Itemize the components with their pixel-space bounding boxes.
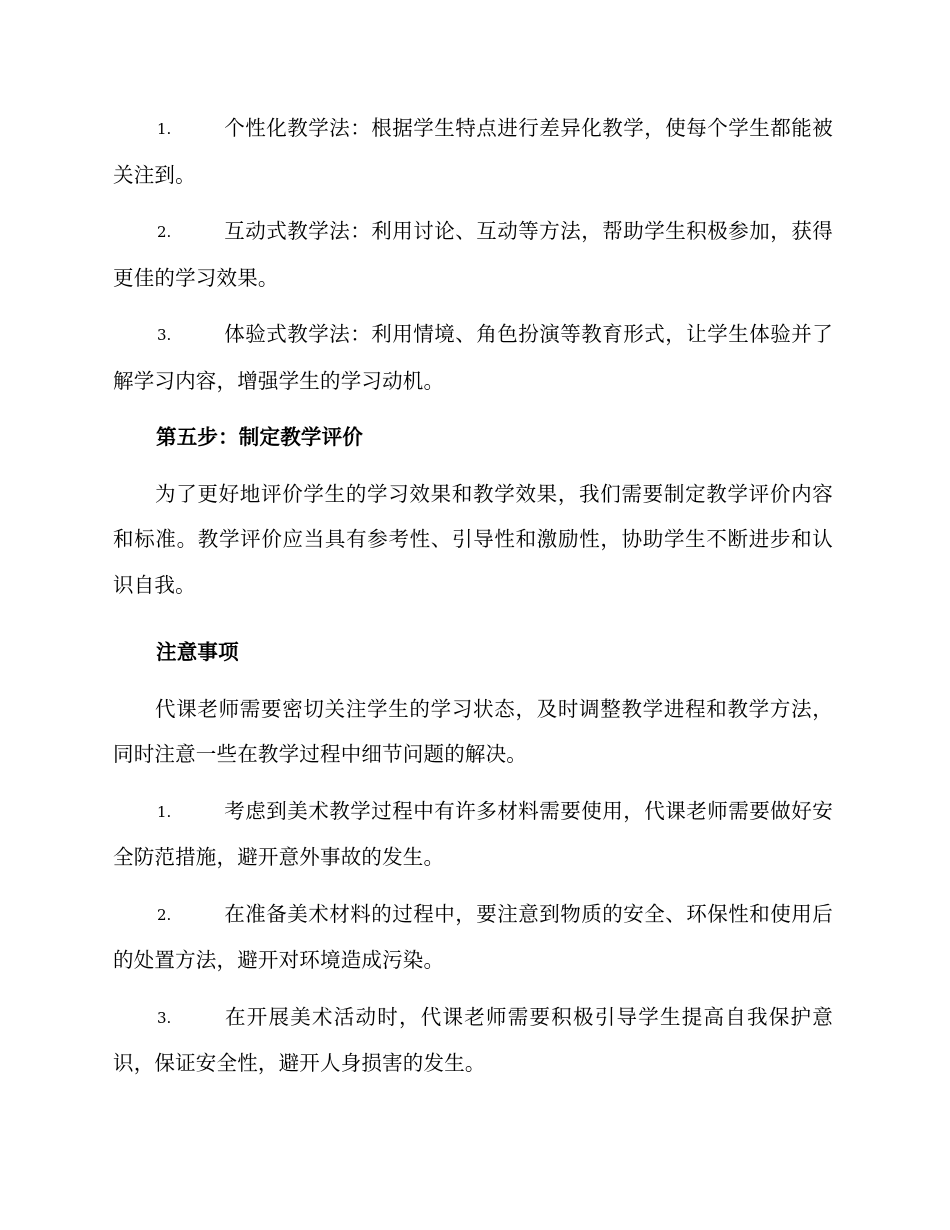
list-text: 体验式教学法：利用情境、角色扮演等教育形式，让学生体验并了解学习内容，增强学生的学习动机。 [113, 322, 833, 393]
list-number: 3. [157, 1008, 172, 1027]
method-list-item-2 [113, 209, 833, 301]
section-heading-step5: 第五步：制定教学评价 [156, 425, 363, 449]
method-list-item-1 [113, 106, 833, 198]
list-text: 个性化教学法：根据学生特点进行差异化教学，使每个学生都能被关注到。 [113, 116, 833, 187]
section-paragraph-notes: 代课老师需要密切关注学生的学习状态，及时调整教学进程和教学方法，同时注意一些在教学过程中细节问题的解决。 [113, 696, 833, 766]
section-paragraph-step5: 为了更好地评价学生的学习效果和教学效果，我们需要制定教学评价内容和标准。教学评价应当具有参考性、引导性和激励性，协助学生不断进步和认识自我。 [113, 481, 833, 597]
notes-list-item-2 [113, 892, 833, 984]
list-number: 2. [157, 223, 172, 241]
notes-list-item-3 [113, 995, 833, 1087]
notes-list-item-1 [113, 789, 833, 881]
section-heading-notes: 注意事项 [156, 640, 239, 664]
list-text: 在准备美术材料的过程中，要注意到物质的安全、环保性和使用后的处置方法，避开对环境造成污染。 [113, 901, 833, 972]
list-text: 在开展美术活动时，代课老师需要积极引导学生提高自我保护意识，保证安全性，避开人身损害的发生。 [113, 1004, 833, 1075]
list-number: 1. [157, 120, 172, 138]
list-number: 3. [157, 326, 172, 344]
list-text: 考虑到美术教学过程中有许多材料需要使用，代课老师需要做好安全防范措施，避开意外事故的发生。 [113, 798, 833, 869]
list-text: 互动式教学法：利用讨论、互动等方法，帮助学生积极参加，获得更佳的学习效果。 [113, 219, 833, 290]
document-content [113, 106, 833, 1098]
method-list-item-3 [113, 312, 833, 404]
list-number: 1. [157, 802, 172, 821]
list-number: 2. [157, 905, 172, 924]
